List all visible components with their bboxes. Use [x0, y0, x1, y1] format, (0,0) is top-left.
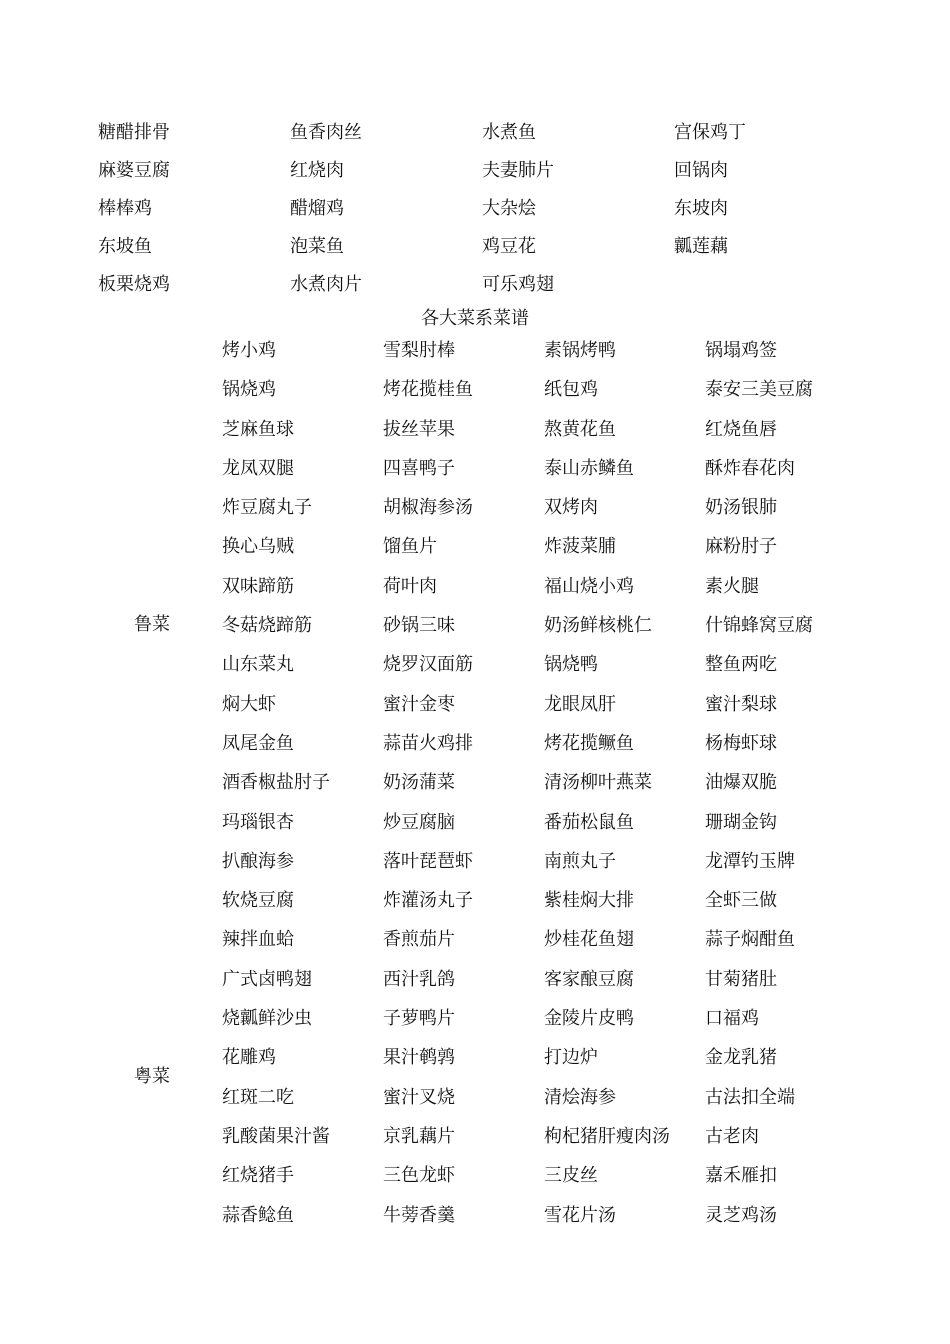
cuisine-dish-name: 拔丝苹果	[383, 418, 455, 440]
cuisine-dish-name: 三色龙虾	[383, 1165, 455, 1187]
dish-name: 瓤莲藕	[674, 236, 728, 257]
cuisine-dish-name: 辣拌血蛤	[222, 929, 294, 951]
cuisine-dish-name: 酥炸春花肉	[705, 457, 795, 479]
cuisine-dish-name: 全虾三做	[705, 890, 777, 912]
cuisine-dish-name: 枸杞猪肝瘦肉汤	[544, 1125, 670, 1147]
cuisine-dish-name: 炒豆腐脑	[383, 811, 455, 833]
cuisine-dish-name: 馏鱼片	[383, 536, 437, 558]
cuisine-dish-name: 雪花片汤	[544, 1204, 616, 1226]
dish-name: 可乐鸡翅	[482, 274, 554, 295]
cuisine-dish-name: 雪梨肘棒	[383, 340, 455, 361]
cuisine-dish-name: 蜜汁叉烧	[383, 1086, 455, 1108]
cuisine-dish-name: 四喜鸭子	[383, 457, 455, 479]
cuisine-dish-name: 炒桂花鱼翅	[544, 929, 634, 951]
dish-name: 回锅肉	[674, 160, 728, 181]
cuisine-dish-name: 古法扣全端	[705, 1086, 795, 1108]
cuisine-dish-name: 打边炉	[544, 1047, 598, 1069]
popular-dishes-grid	[98, 116, 866, 306]
cuisine-dish-name: 芝麻鱼球	[222, 418, 294, 440]
cuisine-dish-name: 纸包鸡	[544, 379, 598, 401]
cuisine-dish-name: 龙眼凤肝	[544, 693, 616, 715]
dish-name: 宫保鸡丁	[674, 122, 746, 143]
cuisine-dish-name: 油爆双脆	[705, 772, 777, 794]
cuisine-dish-name: 山东菜丸	[222, 654, 294, 676]
dish-name: 鱼香肉丝	[290, 122, 362, 143]
cuisine-dish-name: 果汁鹌鹑	[383, 1047, 455, 1069]
dish-name: 东坡肉	[674, 198, 728, 219]
cuisine-dish-name: 酒香椒盐肘子	[222, 772, 330, 794]
cuisine-dish-name: 西汁乳鸽	[383, 968, 455, 990]
cuisine-dish-name: 什锦蜂窝豆腐	[705, 615, 813, 637]
cuisine-dish-name: 蒜香鲶鱼	[222, 1204, 294, 1226]
cuisine-dish-name: 凤尾金鱼	[222, 732, 294, 754]
cuisine-dish-name: 双烤肉	[544, 497, 598, 519]
cuisine-dish-name: 杨梅虾球	[705, 732, 777, 754]
dish-name: 棒棒鸡	[98, 198, 152, 219]
cuisine-dish-name: 荷叶肉	[383, 575, 437, 597]
cuisine-dish-name: 软烧豆腐	[222, 890, 294, 912]
cuisine-dish-name: 胡椒海参汤	[383, 497, 473, 519]
dish-name-empty	[674, 268, 866, 306]
section-title: 各大菜系菜谱	[421, 308, 529, 329]
cuisine-dish-name: 金龙乳猪	[705, 1047, 777, 1069]
cuisine-dish-name: 龙潭钓玉牌	[705, 850, 795, 872]
cuisine-dish-name: 泰山赤鳞鱼	[544, 457, 634, 479]
cuisine-dish-name: 红烧鱼唇	[705, 418, 777, 440]
cuisine-dish-name: 蜜汁金枣	[383, 693, 455, 715]
dish-name: 糖醋排骨	[98, 122, 170, 143]
cuisine-dish-name: 烤小鸡	[222, 340, 276, 361]
cuisine-dish-name: 换心乌贼	[222, 536, 294, 558]
cuisine-dish-name: 砂锅三味	[383, 615, 455, 637]
cuisine-dish-name: 焖大虾	[222, 693, 276, 715]
cuisine-dish-name: 子萝鸭片	[383, 1008, 455, 1030]
cuisine-dish-name: 冬菇烧蹄筋	[222, 615, 312, 637]
cuisine-dish-name: 素锅烤鸭	[544, 340, 616, 361]
cuisine-dish-name: 番茄松鼠鱼	[544, 811, 634, 833]
cuisine-dish-name: 锅塌鸡签	[705, 340, 777, 361]
dish-name: 红烧肉	[290, 160, 344, 181]
cuisine-dish-name: 乳酸菌果汁酱	[222, 1125, 330, 1147]
cuisine-dish-name: 古老肉	[705, 1125, 759, 1147]
cuisine-dish-name: 烧罗汉面筋	[383, 654, 473, 676]
dish-name: 水煮鱼	[482, 122, 536, 143]
cuisine-dish-name: 花雕鸡	[222, 1047, 276, 1069]
dish-name: 大杂烩	[482, 198, 536, 219]
cuisine-dish-name: 紫桂焖大排	[544, 890, 634, 912]
cuisine-dish-name: 扒酿海参	[222, 850, 294, 872]
cuisine-dish-name: 麻粉肘子	[705, 536, 777, 558]
cuisine-dish-name: 锅烧鸭	[544, 654, 598, 676]
cuisine-dish-name: 蜜汁梨球	[705, 693, 777, 715]
dish-name: 东坡鱼	[98, 236, 152, 257]
cuisine-dish-name: 珊瑚金钩	[705, 811, 777, 833]
cuisine-dish-name: 南煎丸子	[544, 850, 616, 872]
cuisine-dish-name: 金陵片皮鸭	[544, 1008, 634, 1030]
dish-name: 水煮肉片	[290, 274, 362, 295]
cuisine-dish-name: 口福鸡	[705, 1008, 759, 1030]
cuisine-dish-name: 三皮丝	[544, 1165, 598, 1187]
cuisine-dish-name: 蒜苗火鸡排	[383, 732, 473, 754]
cuisine-dish-name: 熬黄花鱼	[544, 418, 616, 440]
cuisine-dish-name: 京乳藕片	[383, 1125, 455, 1147]
cuisine-dish-name: 清汤柳叶燕菜	[544, 772, 652, 794]
cuisine-dish-name: 嘉禾雁扣	[705, 1165, 777, 1187]
cuisine-dish-name: 玛瑙银杏	[222, 811, 294, 833]
dish-name: 麻婆豆腐	[98, 160, 170, 181]
cuisine-dish-name: 素火腿	[705, 575, 759, 597]
cuisine-dish-name: 烤花揽鳜鱼	[544, 732, 634, 754]
cuisine-dish-name: 奶汤蒲菜	[383, 772, 455, 794]
dish-name: 夫妻肺片	[482, 160, 554, 181]
cuisine-dish-name: 奶汤银肺	[705, 497, 777, 519]
cuisine-dish-name: 炸灌汤丸子	[383, 890, 473, 912]
cuisine-dish-name: 烧瓤鲜沙虫	[222, 1008, 312, 1030]
category-label-lu: 鲁菜	[134, 614, 170, 635]
category-label-yue: 粤菜	[134, 1066, 170, 1087]
dish-name: 板栗烧鸡	[98, 274, 170, 295]
cuisine-dish-name: 牛蒡香羹	[383, 1204, 455, 1226]
cuisine-dish-name: 奶汤鲜核桃仁	[544, 615, 652, 637]
cuisine-dish-name: 香煎茄片	[383, 929, 455, 951]
cuisine-dish-name: 泰安三美豆腐	[705, 379, 813, 401]
cuisine-dish-name: 烤花揽桂鱼	[383, 379, 473, 401]
cuisine-dish-name: 清烩海参	[544, 1086, 616, 1108]
cuisine-dish-name: 锅烧鸡	[222, 379, 276, 401]
dish-name: 鸡豆花	[482, 236, 536, 257]
cuisine-dish-name: 甘菊猪肚	[705, 968, 777, 990]
dish-name: 醋熘鸡	[290, 198, 344, 219]
cuisine-dish-name: 灵芝鸡汤	[705, 1204, 777, 1226]
cuisine-dish-name: 龙凤双腿	[222, 457, 294, 479]
cuisine-dish-name: 双味蹄筋	[222, 575, 294, 597]
cuisine-dish-name: 福山烧小鸡	[544, 575, 634, 597]
cuisine-dishes-grid	[222, 331, 866, 1235]
cuisine-dish-name: 蒜子焖酣鱼	[705, 929, 795, 951]
cuisine-dish-name: 广式卤鸭翅	[222, 968, 312, 990]
cuisine-dish-name: 炸豆腐丸子	[222, 497, 312, 519]
cuisine-dish-name: 整鱼两吃	[705, 654, 777, 676]
cuisine-dish-name: 炸菠菜脯	[544, 536, 616, 558]
cuisine-dish-name: 落叶琵琶虾	[383, 850, 473, 872]
cuisine-dish-name: 客家酿豆腐	[544, 968, 634, 990]
dish-name: 泡菜鱼	[290, 236, 344, 257]
cuisine-dish-name: 红烧猪手	[222, 1165, 294, 1187]
cuisine-dish-name: 红斑二吃	[222, 1086, 294, 1108]
